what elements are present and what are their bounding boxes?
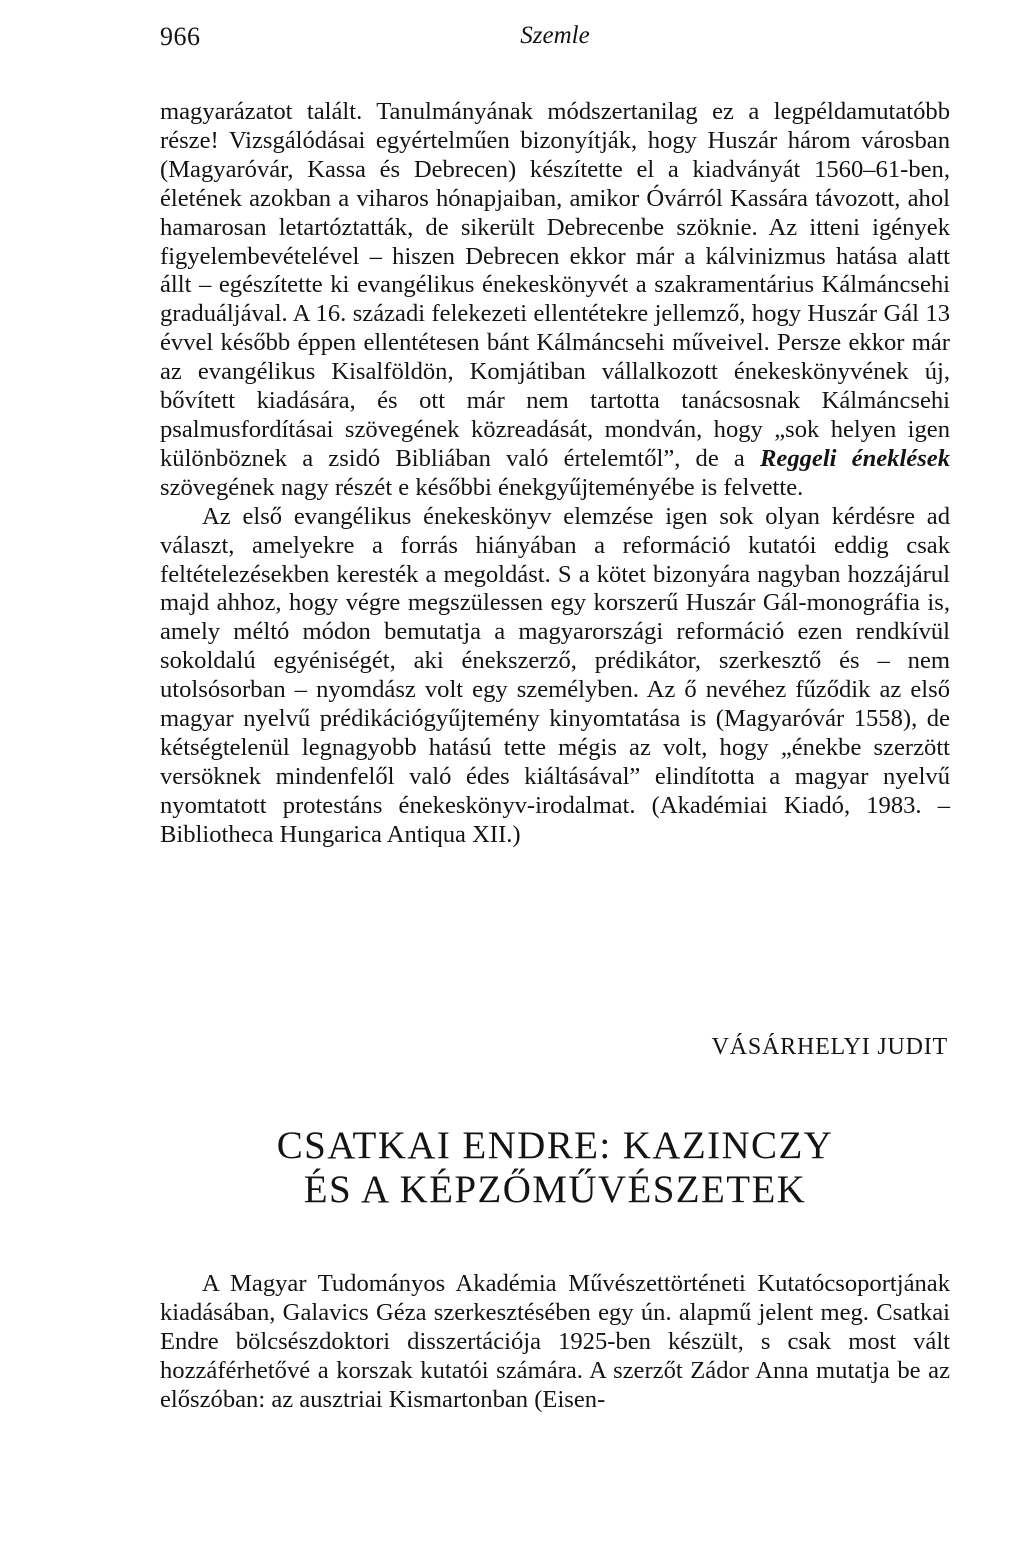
article-title-line-2: ÉS A KÉPZŐMŰVÉSZETEK xyxy=(303,1168,807,1211)
running-head xyxy=(160,22,950,62)
paragraph-conclusion: Az első evangélikus énekeskönyv elemzése igen sok olyan kérdésre ad választ, amelyekre a forrás hiányában a reformáció kutatói eddig csak feltételezésekben keresték a megoldást. S a kötet bizonyára nagyban hozzájárul majd ahhoz, hogy végre megszülessen egy korszerű Huszár Gál-monográfia is, amely méltó módon bemutatja a magyarországi reformáció ezen rendkívül sokoldalú egyéniségét, aki énekszerző, prédikátor, szerkesztő és – nem utolsósorban – nyomdász volt egy személyben. Az ő nevéhez fűződik az első magyar nyelvű prédikációgyűjtemény kinyomtatása is (Magyaróvár 1558), de kétségtelenül legnagyobb hatású tette mégis az volt, hogy „énekbe szerzött versöknek mindenfelől való édes kiáltásával” elindította a magyar nyelvű nyomtatott protestáns énekeskönyv-irodalmat. (Akadémiai Kiadó, 1983. – Bibliotheca Hungarica Antiqua XII.) xyxy=(160,502,950,848)
page-number: 966 xyxy=(160,22,201,51)
paragraph-text: szövegének nagy részét e későbbi énekgyűjteményébe is felvette. xyxy=(160,473,804,501)
running-title: Szemle xyxy=(520,22,590,49)
review-body xyxy=(160,98,950,850)
paragraph-continuation xyxy=(160,98,950,503)
reviewer-signature: VÁSÁRHELYI JUDIT xyxy=(711,1034,948,1060)
work-title-italic: Reggeli éneklések xyxy=(760,444,950,472)
article-body xyxy=(160,1270,950,1415)
paragraph-text: magyarázatot talált. Tanulmányának módszertanilag ez a legpéldamutatóbb része! Vizsgálódásai egyértelműen bizonyítják, hogy Huszár három városban (Magyaróvár, Kassa és Debrecen) készítette el a kiadványát 1560–61-ben, életének azokban a viharos hónapjaiban, amikor Óvárról Kassára távozott, ahol hamarosan letartóztatták, de sikerült Debrecenbe szöknie. Az itteni igények figyelembevételével – hiszen Debrecen ekkor már a kálvinizmus hatása alatt állt – egészítette ki evangélikus énekeskönyvét a szakramentárius Kálmáncsehi graduáljával. A 16. századi felekezeti ellentétekre jellemző, hogy Huszár Gál 13 évvel később éppen ellentétesen bánt Kálmáncsehi műveivel. Persze ekkor már az evangélikus Kisalföldön, Komjátiban vállalkozott énekeskönyvének új, bővített kiadására, és ott már nem tartotta tanácsosnak Kálmáncsehi psalmusfordításai szövegének közreadását, mondván, hogy „sok helyen igen különböznek a zsidó Bibliában való értelemtől”, de a xyxy=(160,98,950,472)
article-title-line-1: CSATKAI ENDRE: KAZINCZY xyxy=(276,1124,834,1167)
article-title xyxy=(160,1124,950,1212)
paragraph-intro: A Magyar Tudományos Akadémia Művészettörténeti Kutatócsoportjának kiadásában, Galavics Géza szerkesztésében egy ún. alapmű jelent meg. Csatkai Endre bölcsészdoktori disszertációja 1925-ben készült, s csak most vált hozzáférhetővé a korszak kutatói számára. A szerzőt Zádor Anna mutatja be az előszóban: az ausztriai Kismartonban (Eisen- xyxy=(160,1270,950,1413)
